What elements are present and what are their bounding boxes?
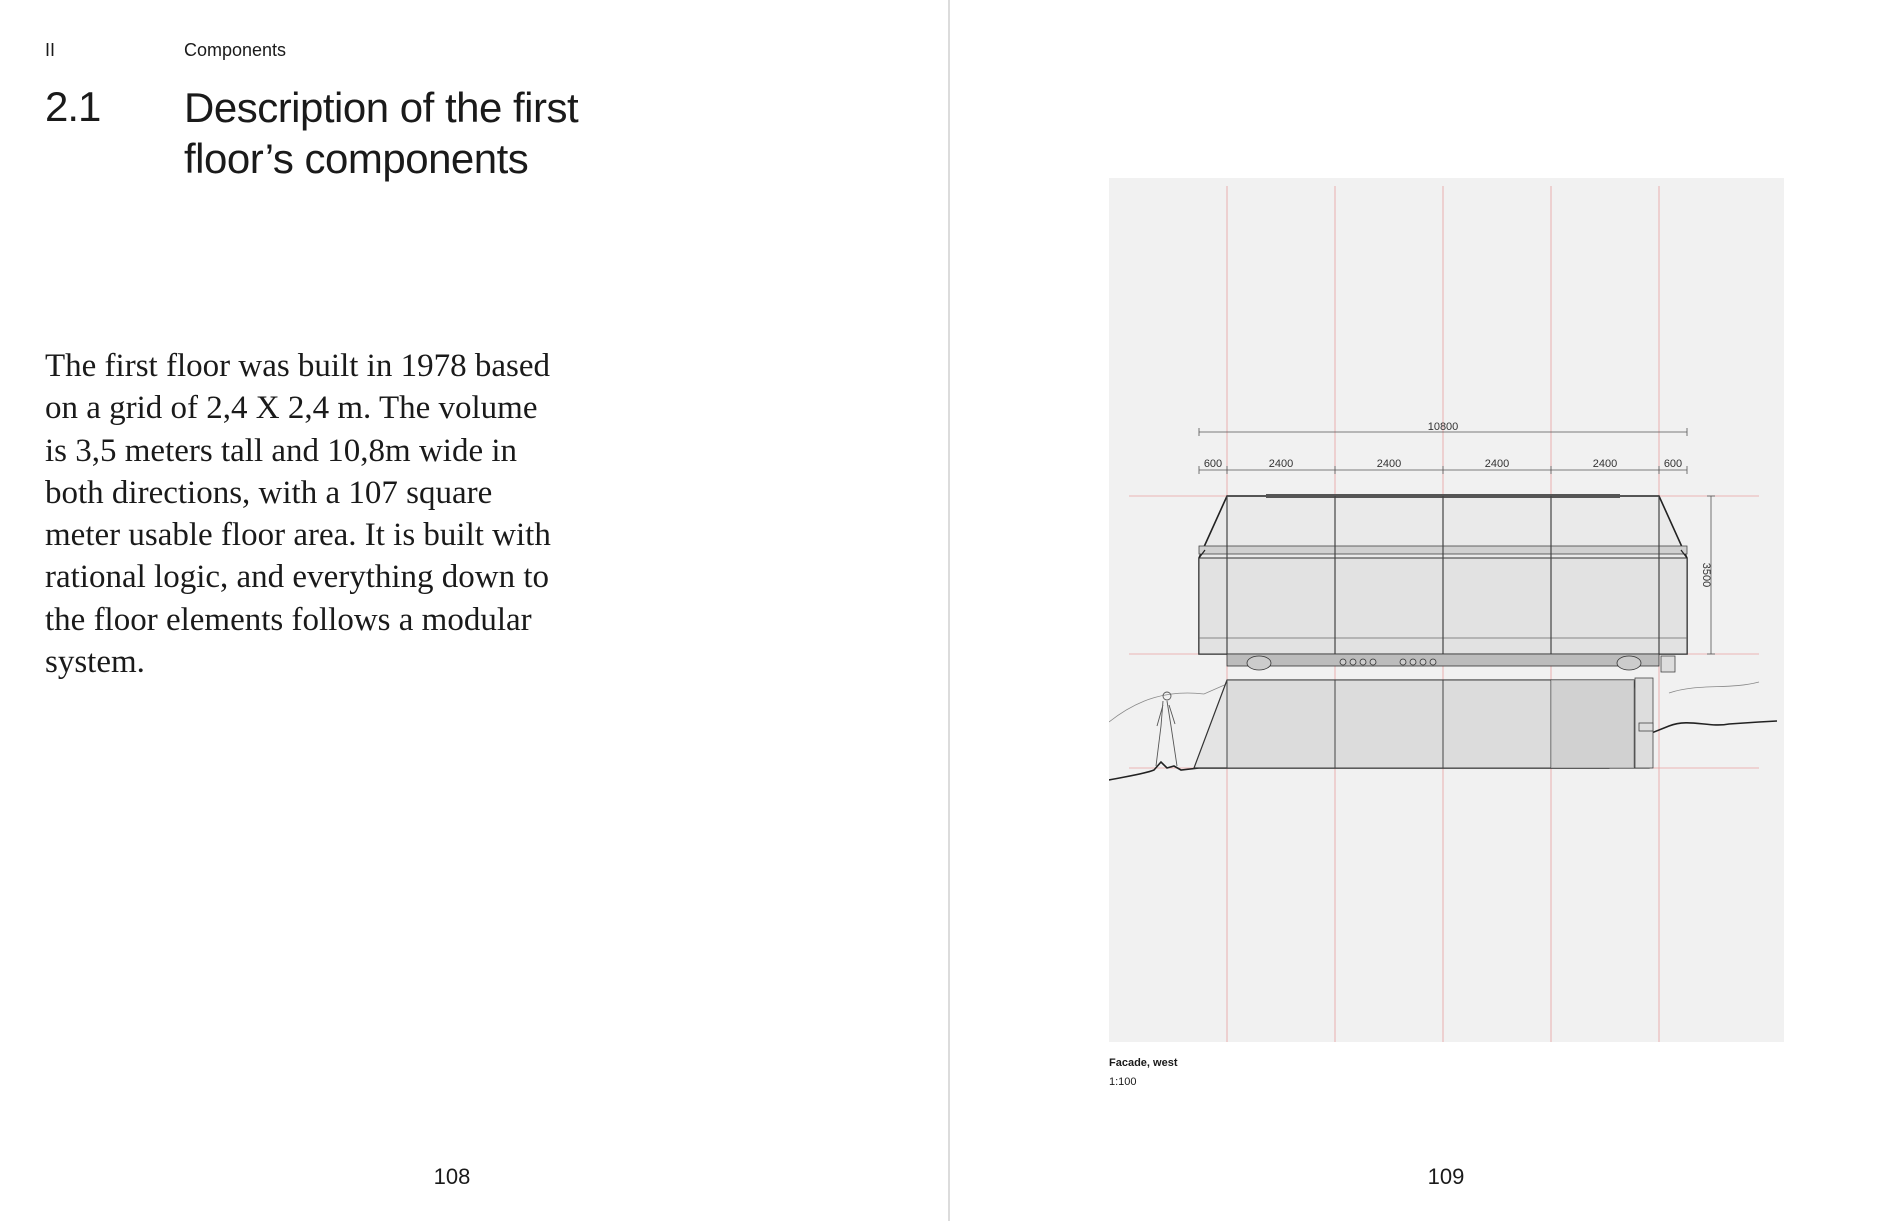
body-line: rational logic, and everything down to xyxy=(45,559,550,596)
main-volume xyxy=(1199,494,1687,666)
dimension-segment: 2400 xyxy=(1376,458,1402,470)
heading-number: 2.1 xyxy=(45,83,101,130)
title-line-2: floor’s components xyxy=(184,135,529,182)
section-name: Components xyxy=(184,40,287,60)
base-volume xyxy=(1194,680,1649,768)
dimension-total: 10800 xyxy=(1427,421,1459,433)
title-line-1: Description of the first xyxy=(184,84,579,131)
dimension-segment: 600 xyxy=(1663,458,1683,470)
body-line: is 3,5 meters tall and 10,8m wide in xyxy=(45,432,518,469)
dimension-height: 3500 xyxy=(1700,562,1712,588)
body-line: meter usable floor area. It is built with xyxy=(45,517,551,554)
dimension-segment: 2400 xyxy=(1484,458,1510,470)
body-line: The first floor was built in 1978 based xyxy=(45,348,550,384)
page-number-right: 109 xyxy=(1427,1164,1465,1189)
body-line: system. xyxy=(45,644,145,681)
section-number: II xyxy=(45,40,56,60)
dimension-segment: 2400 xyxy=(1592,458,1618,470)
dimension-segment: 2400 xyxy=(1268,458,1294,470)
figure-caption-scale: 1:100 xyxy=(1109,1076,1137,1088)
dimension-segment: 600 xyxy=(1203,458,1223,470)
figure-caption-title: Facade, west xyxy=(1109,1057,1178,1069)
body-line: the floor elements follows a modular xyxy=(45,601,532,638)
facade-drawing xyxy=(1109,178,1784,1042)
page-number-left: 108 xyxy=(433,1164,471,1189)
left-page xyxy=(0,0,948,1221)
body-paragraph xyxy=(45,345,605,683)
page-title xyxy=(184,82,704,184)
body-line: both directions, with a 107 square xyxy=(45,474,493,511)
body-line: on a grid of 2,4 X 2,4 m. The volume xyxy=(45,390,538,427)
